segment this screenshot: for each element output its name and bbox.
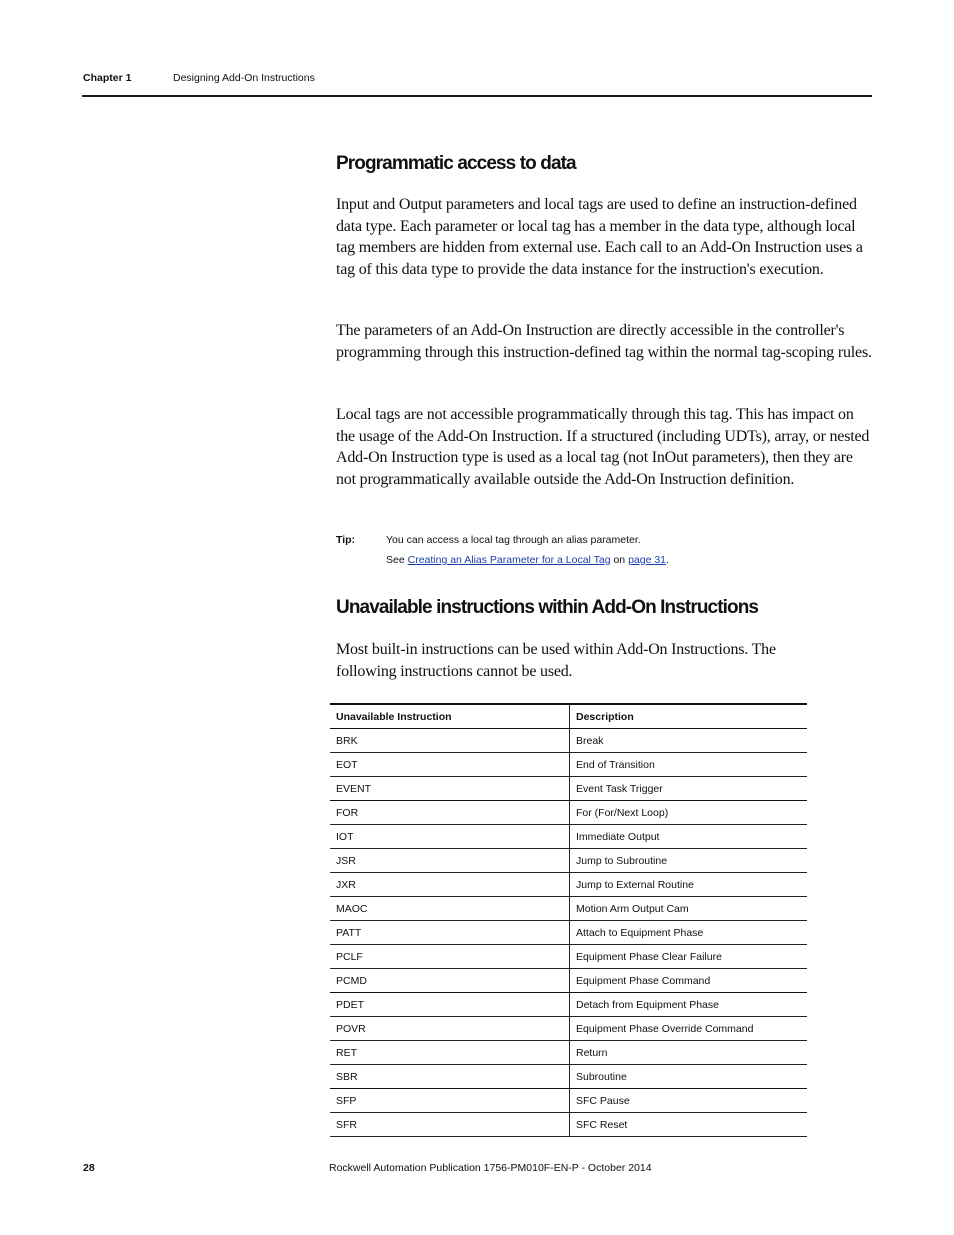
instruction-cell: PCMD (330, 969, 570, 993)
table-row (330, 729, 807, 753)
table-row (330, 1041, 807, 1065)
instruction-cell: PCLF (330, 945, 570, 969)
tip-label: Tip: (336, 534, 356, 546)
description-cell: Return (570, 1041, 808, 1065)
page-header (82, 71, 872, 97)
publication-info: Rockwell Automation Publication 1756-PM010F-EN-P - October 2014 (329, 1162, 652, 1174)
description-cell: Event Task Trigger (570, 777, 808, 801)
instruction-cell: POVR (330, 1017, 570, 1041)
paragraph-3: Local tags are not accessible programmatically through this tag. This has impact on the usage of the Add-On Instruction. If a structured (including UDTs), array, or nested Add-On Instruction type is used as a local tag (not InOut parameters), then they are not programmatically available outside the Add-On Instruction definition. (336, 406, 870, 489)
description-cell: Attach to Equipment Phase (570, 921, 808, 945)
table-header-row (330, 704, 807, 729)
table-row (330, 777, 807, 801)
tip-on: on (613, 554, 626, 566)
table-row (330, 1089, 807, 1113)
description-cell: Motion Arm Output Cam (570, 897, 808, 921)
unavailable-instructions-table (330, 703, 807, 1137)
table-row (330, 945, 807, 969)
instruction-cell: MAOC (330, 897, 570, 921)
instruction-cell: PATT (330, 921, 570, 945)
instruction-cell: FOR (330, 801, 570, 825)
instruction-cell: SFP (330, 1089, 570, 1113)
alias-parameter-link[interactable]: Creating an Alias Parameter for a Local Tag (407, 554, 611, 566)
instruction-cell: BRK (330, 729, 570, 753)
description-cell: Equipment Phase Override Command (570, 1017, 808, 1041)
page-number: 28 (83, 1162, 95, 1174)
instruction-cell: RET (330, 1041, 570, 1065)
description-cell: Break (570, 729, 808, 753)
description-cell: Immediate Output (570, 825, 808, 849)
tip-period: . (666, 554, 669, 566)
instruction-cell: EVENT (330, 777, 570, 801)
instruction-cell: JSR (330, 849, 570, 873)
instruction-cell: IOT (330, 825, 570, 849)
instruction-cell: PDET (330, 993, 570, 1017)
table-row (330, 993, 807, 1017)
table-row (330, 1113, 807, 1137)
tip-see: See (386, 554, 405, 566)
description-cell: SFC Reset (570, 1113, 808, 1137)
description-cell: Subroutine (570, 1065, 808, 1089)
page-link[interactable]: page 31 (628, 554, 667, 566)
instruction-cell: JXR (330, 873, 570, 897)
instruction-cell: SBR (330, 1065, 570, 1089)
column-header-instruction: Unavailable Instruction (330, 704, 570, 729)
table-row (330, 1017, 807, 1041)
table-row (330, 825, 807, 849)
instruction-cell: SFR (330, 1113, 570, 1137)
description-cell: Equipment Phase Clear Failure (570, 945, 808, 969)
tip-line-1: You can access a local tag through an alias parameter. (386, 534, 641, 546)
table-row (330, 921, 807, 945)
section-title-unavailable-instructions: Unavailable instructions within Add-On Instructions (336, 597, 759, 618)
description-cell: Jump to Subroutine (570, 849, 808, 873)
table-row (330, 969, 807, 993)
column-header-description: Description (570, 704, 808, 729)
table-row (330, 873, 807, 897)
description-cell: Equipment Phase Command (570, 969, 808, 993)
section-title-programmatic-access: Programmatic access to data (336, 153, 576, 174)
description-cell: End of Transition (570, 753, 808, 777)
chapter-label: Chapter 1 (83, 72, 132, 84)
description-cell: Detach from Equipment Phase (570, 993, 808, 1017)
description-cell: SFC Pause (570, 1089, 808, 1113)
table-row (330, 801, 807, 825)
paragraph-1: Input and Output parameters and local tags are used to define an instruction-defined data type. Each parameter or local tag has a member in the data type, although local tag members are hidden from external use. Each call to an Add-On Instruction uses a tag of this data type to provide the data instance for the instruction's execution. (336, 196, 863, 279)
paragraph-unavailable: Most built-in instructions can be used within Add-On Instructions. The following instructions cannot be used. (336, 641, 776, 680)
instruction-cell: EOT (330, 753, 570, 777)
description-cell: Jump to External Routine (570, 873, 808, 897)
description-cell: For (For/Next Loop) (570, 801, 808, 825)
table-row (330, 1065, 807, 1089)
section-label: Designing Add-On Instructions (173, 72, 315, 84)
tip-line-2 (386, 554, 669, 566)
table-row (330, 897, 807, 921)
paragraph-2: The parameters of an Add-On Instruction are directly accessible in the controller's programming through this instruction-defined tag within the normal tag-scoping rules. (336, 322, 872, 361)
table-row (330, 849, 807, 873)
table-row (330, 753, 807, 777)
